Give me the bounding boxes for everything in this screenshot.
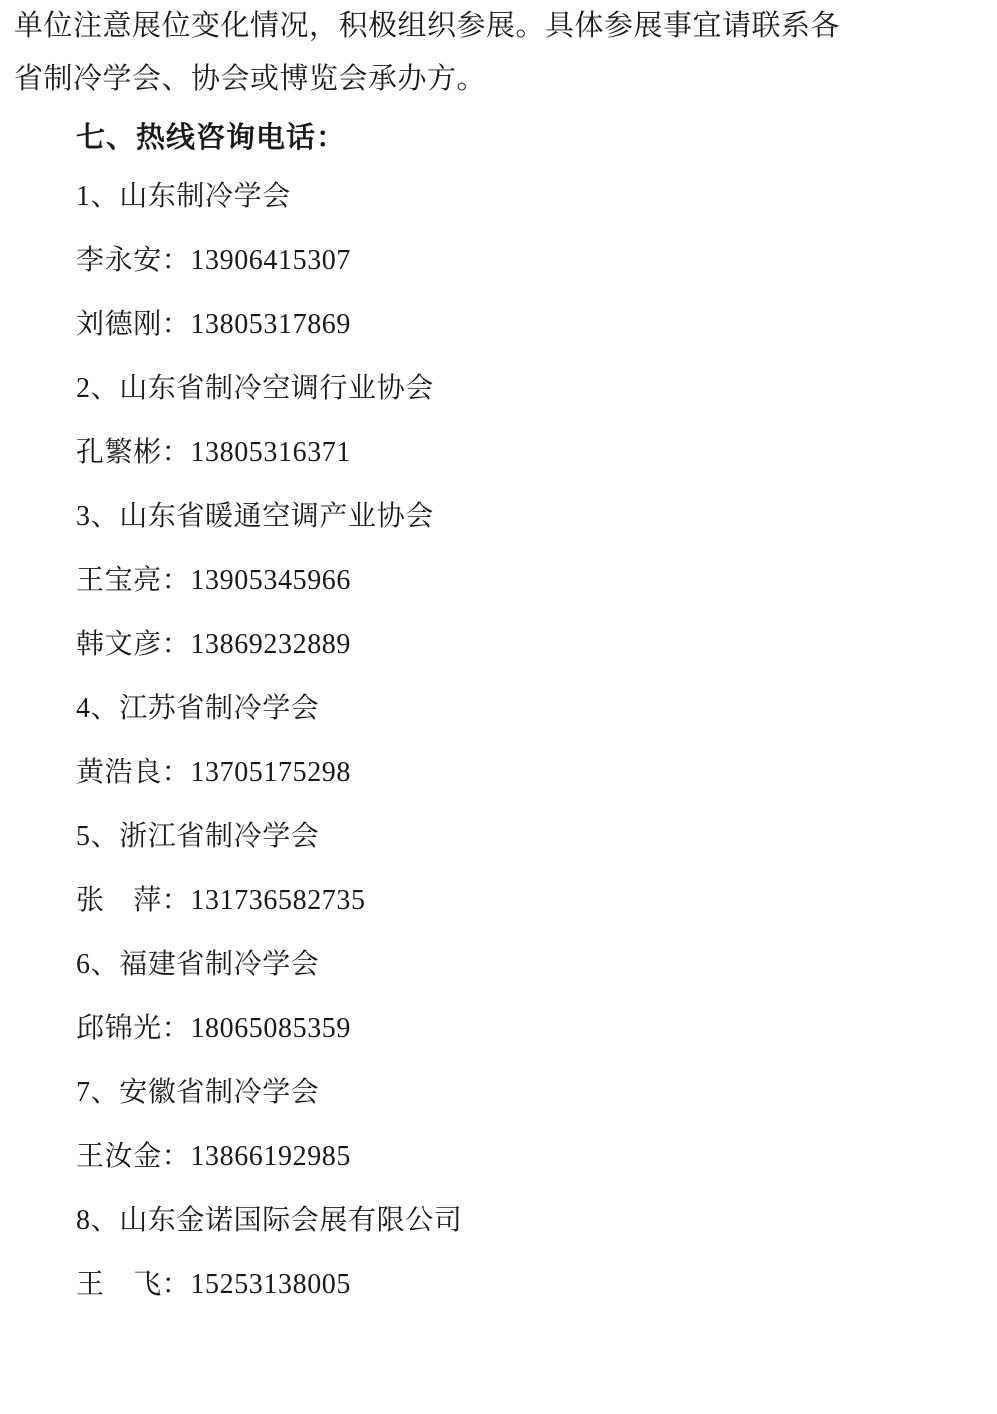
list-item: 8、山东金诺国际会展有限公司 bbox=[76, 1205, 463, 1236]
list-item: 7、安徽省制冷学会 bbox=[76, 1077, 320, 1108]
list-item: 邱锦光：18065085359 bbox=[76, 1013, 352, 1044]
paragraph-line-1: 单位注意展位变化情况，积极组织参展。具体参展事宜请联系各 bbox=[14, 10, 841, 42]
list-item: 6、福建省制冷学会 bbox=[76, 949, 320, 980]
list-item: 2、山东省制冷空调行业协会 bbox=[76, 373, 434, 404]
list-item: 黄浩良：13705175298 bbox=[76, 757, 352, 788]
list-item: 刘德刚：13805317869 bbox=[76, 309, 352, 340]
continuation-paragraph bbox=[14, 0, 975, 106]
list-item: 王汝金：13866192985 bbox=[76, 1141, 352, 1172]
section-heading: 七、热线咨询电话： bbox=[76, 122, 347, 154]
list-item: 李永安：13906415307 bbox=[76, 245, 352, 276]
contact-list bbox=[14, 165, 975, 1317]
list-item: 3、山东省暖通空调产业协会 bbox=[76, 501, 434, 532]
list-item: 张 萍：131736582735 bbox=[76, 885, 366, 916]
paragraph-line-2: 省制冷学会、协会或博览会承办方。 bbox=[14, 63, 487, 95]
list-item: 王 飞：15253138005 bbox=[76, 1269, 352, 1300]
list-item: 1、山东制冷学会 bbox=[76, 181, 291, 212]
list-item: 韩文彦：13869232889 bbox=[76, 629, 352, 660]
list-item: 5、浙江省制冷学会 bbox=[76, 821, 320, 852]
list-item: 4、江苏省制冷学会 bbox=[76, 693, 320, 724]
list-item: 王宝亮：13905345966 bbox=[76, 565, 352, 596]
list-item: 孔繁彬：13805316371 bbox=[76, 437, 352, 468]
